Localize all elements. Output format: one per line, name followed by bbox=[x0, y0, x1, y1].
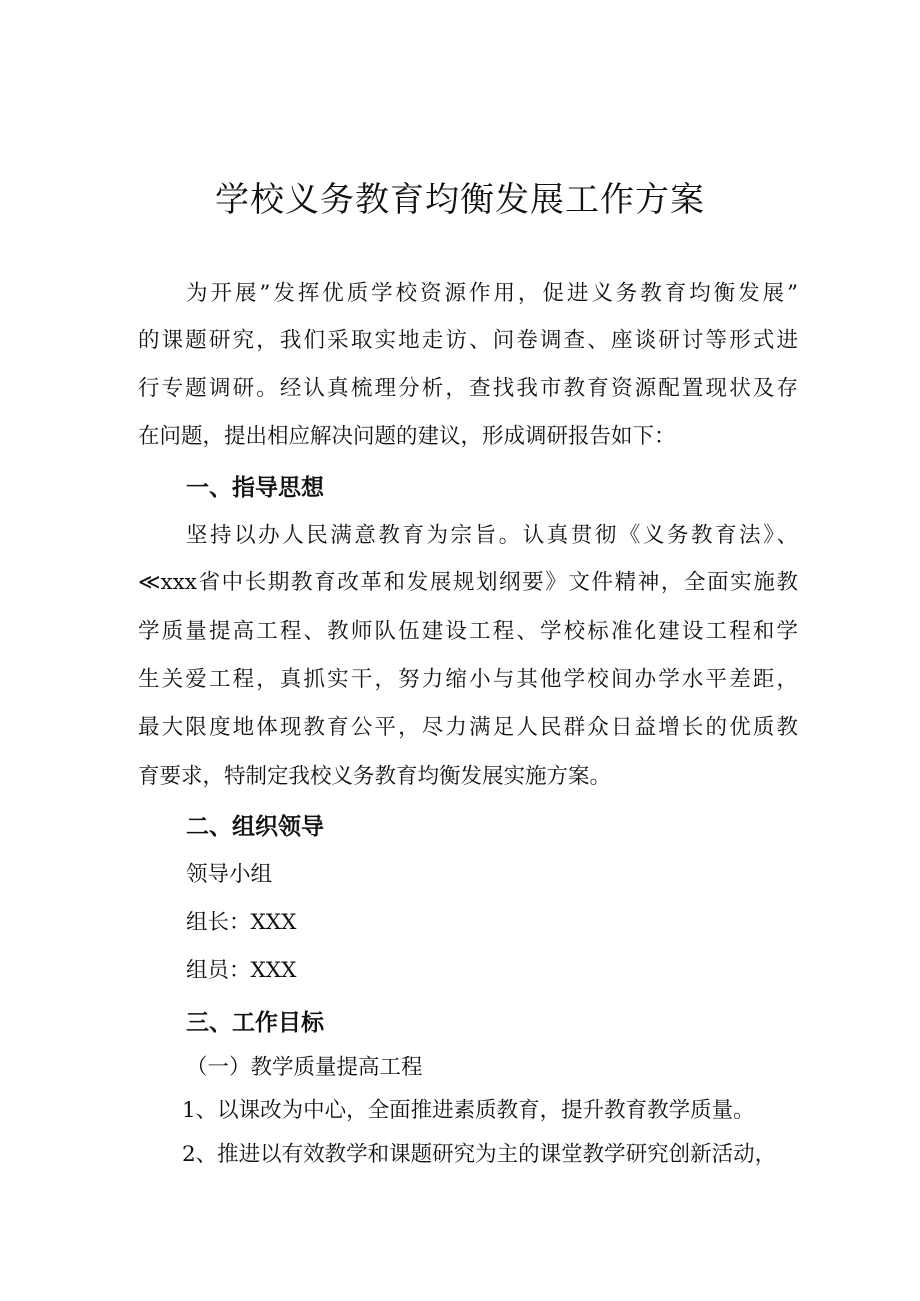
document-title: 学校义务教育均衡发展工作方案 bbox=[215, 180, 705, 220]
section-heading-organization: 二、组织领导 bbox=[186, 814, 324, 840]
goal-item-2: 2、推进以有效教学和课题研究为主的课堂教学研究创新活动， bbox=[182, 1142, 777, 1167]
intro-line-3: 行专题调研。经认真梳理分析，查找我市教育资源配置现状及存 bbox=[138, 376, 798, 401]
section1-line-1: 坚持以办人民满意教育为宗旨。认真贯彻《义务教育法》、 bbox=[186, 523, 798, 548]
section1-line-4: 生关爱工程，真抓实干，努力缩小与其他学校间办学水平差距， bbox=[138, 667, 798, 692]
section1-line-3: 学质量提高工程、教师队伍建设工程、学校标准化建设工程和学 bbox=[138, 619, 798, 644]
leading-group-label: 领导小组 bbox=[186, 862, 273, 887]
subsection-teaching-quality: （一）教学质量提高工程 bbox=[186, 1055, 423, 1080]
section1-line-5: 最大限度地体现教育公平，尽力满足人民群众日益增长的优质教 bbox=[138, 715, 798, 740]
intro-line-2: 的课题研究，我们采取实地走访、问卷调查、座谈研讨等形式进 bbox=[138, 328, 798, 353]
section-heading-goals: 三、工作目标 bbox=[186, 1010, 324, 1036]
section-heading-guiding-ideology: 一、指导思想 bbox=[186, 475, 324, 501]
section1-line-2: ≪xxx省中长期教育改革和发展规划纲要》文件精神，全面实施教 bbox=[138, 570, 798, 595]
intro-line-4: 在问题，提出相应解决问题的建议，形成调研报告如下： bbox=[138, 424, 676, 449]
group-members: 组员：XXX bbox=[186, 958, 297, 983]
intro-line-1: 为开展”发挥优质学校资源作用，促进义务教育均衡发展” bbox=[186, 281, 798, 306]
goal-item-1: 1、以课改为中心，全面推进素质教育，提升教育教学质量。 bbox=[182, 1098, 755, 1123]
section1-line-6: 育要求，特制定我校义务教育均衡发展实施方案。 bbox=[138, 764, 612, 789]
group-leader: 组长：XXX bbox=[186, 910, 297, 935]
